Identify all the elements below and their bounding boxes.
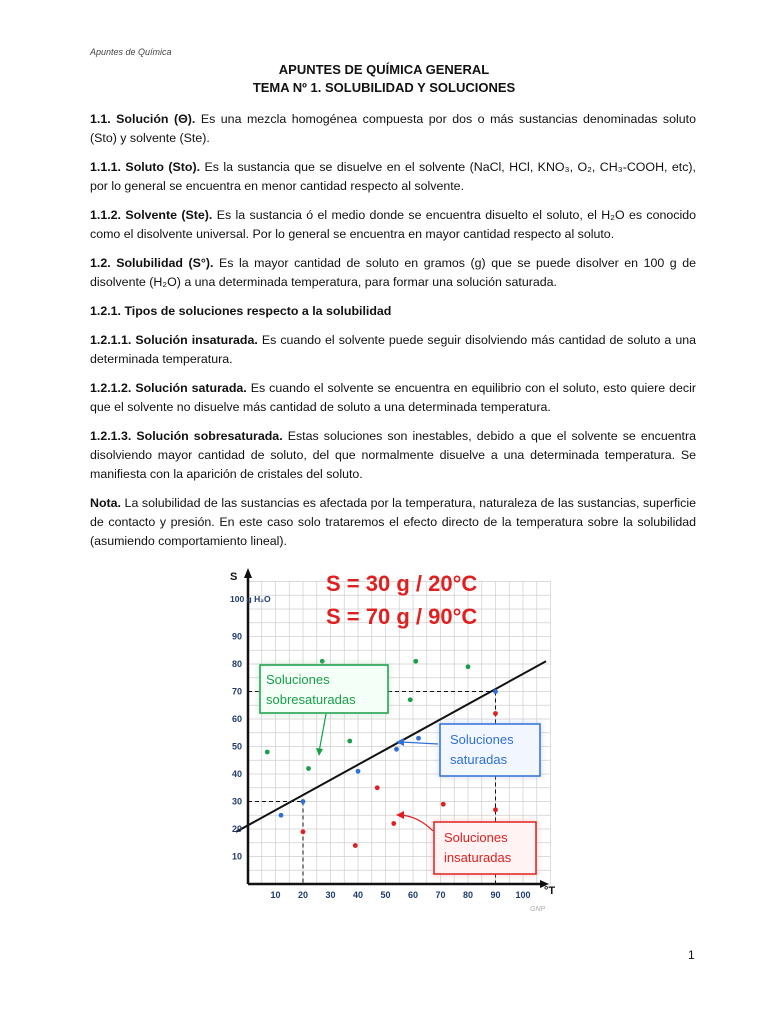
document-subtitle: TEMA Nº 1. SOLUBILIDAD Y SOLUCIONES [252, 80, 516, 95]
y-tick-label: 10 [231, 851, 242, 862]
paragraph [90, 206, 696, 244]
x-tick-label: 30 [325, 890, 336, 900]
x-tick-label: 10 [270, 890, 281, 900]
page-number: 1 [688, 948, 695, 962]
x-tick-label: 50 [380, 890, 391, 900]
paragraph-term: Nota. [90, 496, 121, 510]
x-tick-label: 70 [435, 890, 446, 900]
point-insaturada [493, 711, 498, 716]
paragraph [90, 494, 696, 551]
paragraph-term: 1.1.2. Solvente (Ste). [90, 208, 213, 222]
point-sobresaturada [466, 664, 471, 669]
y-tick-label: 30 [231, 796, 242, 807]
point-saturada [279, 813, 284, 818]
y-tick-label: 20 [231, 824, 242, 834]
y-tick-label: 50 [231, 741, 242, 752]
paragraph-term: 1.2. Solubilidad (S°). [90, 256, 214, 270]
arrow-insaturadas-head [396, 811, 404, 819]
arrow-insaturadas [400, 815, 433, 831]
point-saturada [356, 769, 361, 774]
point-sobresaturada [265, 750, 270, 755]
point-saturada [301, 799, 306, 804]
paragraph [90, 110, 696, 148]
point-sobresaturada [320, 659, 325, 664]
x-tick-label: 60 [407, 890, 419, 900]
point-sobresaturada [306, 766, 311, 771]
arrow-saturadas-head [396, 738, 404, 746]
y-tick-label: 40 [231, 769, 242, 779]
equation-1: S = 30 g / 20°C [326, 571, 478, 596]
x-tick-label: 20 [297, 890, 309, 900]
label-insaturadas-line1: Soluciones [444, 830, 508, 845]
x-tick-labels [270, 890, 530, 900]
author-credit: GNP [530, 906, 546, 913]
point-insaturada [493, 807, 498, 812]
y-axis-unit: 100 g H₂O [230, 594, 271, 604]
y-axis-arrow [244, 568, 252, 578]
y-tick-label: 70 [231, 686, 242, 697]
paragraph [90, 427, 696, 484]
y-tick-label: 60 [231, 714, 242, 724]
header-note: Apuntes de Química [90, 47, 172, 57]
point-sobresaturada [413, 659, 418, 664]
paragraph-term: 1.1.1. Soluto (Sto). [90, 160, 201, 174]
paragraph-text: Es la sustancia ó el medio donde se encuentra disuelto el soluto, el H₂O es conocido como el disolvente universal. Por lo general se encuentra en mayor cantidad respecto al soluto. [90, 208, 696, 241]
paragraph-term: 1.1. Solución (Θ). [90, 112, 196, 126]
point-insaturada [375, 785, 380, 790]
label-saturadas-line2: saturadas [450, 752, 508, 767]
point-insaturada [441, 802, 446, 807]
paragraph-term: 1.2.1.3. Solución sobresaturada. [90, 429, 283, 443]
paragraph-text: Es cuando el solvente puede seguir disolviendo más cantidad de soluto a una determinada temperatura. [90, 333, 696, 366]
x-tick-label: 40 [352, 890, 364, 900]
point-insaturada [353, 843, 358, 848]
point-sobresaturada [408, 697, 413, 702]
label-saturadas [440, 724, 540, 776]
document-title: APUNTES DE QUÍMICA GENERAL [278, 62, 490, 77]
paragraph-term: 1.2.1. Tipos de soluciones respecto a la solubilidad [90, 304, 392, 318]
paragraph [90, 331, 696, 369]
paragraph [90, 254, 696, 292]
point-saturada [416, 736, 421, 741]
label-sobresaturadas [260, 665, 388, 713]
paragraph-term: 1.2.1.1. Solución insaturada. [90, 333, 258, 347]
label-saturadas-line1: Soluciones [450, 732, 514, 747]
label-insaturadas [434, 822, 536, 874]
equation-2: S = 70 g / 90°C [326, 604, 478, 629]
point-saturada [493, 689, 498, 694]
point-insaturada [391, 821, 396, 826]
point-insaturada [301, 829, 306, 834]
paragraph-text: La solubilidad de las sustancias es afectada por la temperatura, naturaleza de las sustancias, superficie de contacto y presión. En este caso solo trataremos el efecto directo de la temperatura sobre la solubilidad (asumiendo comportamiento lineal). [90, 496, 696, 548]
document-body [90, 110, 696, 561]
y-tick-labels [232, 632, 242, 862]
arrow-saturadas [401, 742, 438, 744]
paragraph-text: Es la mayor cantidad de soluto en gramos (g) que se puede disolver en 100 g de disolvente (H₂O) a una determinada temperatura, para formar una solución saturada. [90, 256, 696, 289]
point-sobresaturada [347, 739, 352, 744]
label-insaturadas-line2: insaturadas [444, 850, 512, 865]
paragraph-text: Es la sustancia que se disuelve en el solvente (NaCl, HCl, KNO₃, O₂, CH₃-COOH, etc), por lo general se encuentra en menor cantidad respecto al solvente. [90, 160, 696, 193]
y-axis-symbol: S [230, 571, 238, 583]
paragraph [90, 302, 696, 321]
paragraph [90, 158, 696, 196]
paragraph [90, 379, 696, 417]
label-sobresaturadas-line1: Soluciones [266, 672, 330, 687]
x-axis-symbol: °T [544, 885, 556, 897]
paragraph-text: Estas soluciones son inestables, debido a que el solvente se encuentra disolviendo mayor cantidad de soluto, del que normalmente disuelve a una determinada temperatura. Se manifiesta con la aparición de cristales del soluto. [90, 429, 696, 481]
x-tick-label: 90 [490, 890, 501, 900]
y-tick-label: 80 [231, 659, 242, 669]
y-tick-label: 90 [231, 631, 242, 642]
solubility-chart [228, 566, 563, 916]
x-tick-label: 100 [515, 890, 531, 900]
paragraph-text: Es cuando el solvente se encuentra en equilibrio con el soluto, esto quiere decir que el solvente no disuelve más cantidad de soluto a una determinada temperatura. [90, 381, 696, 414]
paragraph-text: Es una mezcla homogénea compuesta por dos o más sustancias denominadas soluto (Sto) y solvente (Ste). [90, 112, 696, 145]
point-saturada [394, 747, 399, 752]
x-tick-label: 80 [462, 890, 474, 900]
label-sobresaturadas-line2: sobresaturadas [266, 692, 356, 707]
paragraph-term: 1.2.1.2. Solución saturada. [90, 381, 247, 395]
